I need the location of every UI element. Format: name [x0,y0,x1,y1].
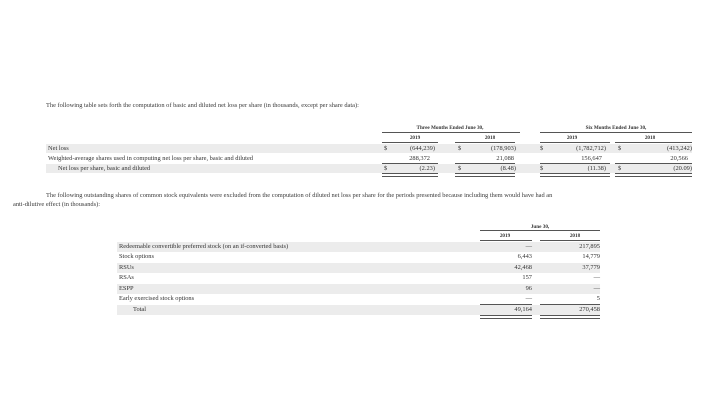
currency-symbol: $ [384,145,388,152]
table-row-label: Weighted-average shares used in computing net loss per share, basic and diluted [48,155,253,162]
year-header: 2019 [566,135,578,141]
total-row-label: Total [133,306,147,313]
total-double-rule [480,315,532,319]
year-header: 2018 [644,135,656,141]
table-cell: 156,647 [581,155,602,162]
subtotal-rule [615,163,692,164]
subtotal-rule [540,163,610,164]
table-cell: (11.38) [587,165,606,172]
year-header: 2018 [484,135,496,141]
table-cell: 49,164 [514,306,532,313]
subtotal-rule [540,304,600,305]
table-cell: (413,242) [666,145,692,152]
intro-paragraph: The following table sets forth the computation of basic and diluted net loss per share (in thousands, except per share data): [46,102,359,109]
subtotal-rule [382,163,438,164]
table-cell: (644,239) [409,145,435,152]
six-months-rule [540,132,692,133]
table-cell: — [593,285,600,292]
table-cell: (2.23) [419,165,435,172]
table-cell: (1,782,712) [576,145,606,152]
six-months-header: Six Months Ended June 30, [585,125,647,131]
header-rule [480,230,600,231]
table-cell: 14,779 [582,253,600,260]
year-rule [615,142,692,143]
table-cell: (8.48) [500,165,516,172]
currency-symbol: $ [618,145,622,152]
table-cell: 42,468 [514,264,532,271]
table-cell: 288,372 [409,155,430,162]
june-30-header: June 30, [530,224,550,230]
total-double-rule [615,173,692,177]
table-row-label: RSAs [119,274,134,281]
table-cell: 96 [525,285,532,292]
table-cell: 270,458 [579,306,600,313]
subtotal-rule [455,163,515,164]
table-row-label: Net loss [48,145,69,152]
year-header: 2019 [409,135,421,141]
year-rule [540,240,600,241]
table-row-label: Net loss per share, basic and diluted [58,165,151,172]
table-cell: 37,779 [582,264,600,271]
table-row-label: Early exercised stock options [119,295,195,302]
table-cell: 21,088 [496,155,514,162]
three-months-header: Three Months Ended June 30, [416,125,484,131]
table-row-label: Stock options [119,253,154,260]
year-header: 2019 [499,233,511,239]
year-rule [382,142,438,143]
table-cell: 217,895 [579,243,600,250]
currency-symbol: $ [540,165,544,172]
currency-symbol: $ [458,145,462,152]
year-rule [480,240,532,241]
total-double-rule [540,315,600,319]
table-cell: 20,566 [670,155,688,162]
currency-symbol: $ [540,145,544,152]
total-double-rule [455,173,515,177]
total-double-rule [382,173,438,177]
table-row-label: RSUs [119,264,134,271]
table-cell: — [525,295,532,302]
subtotal-rule [480,304,532,305]
excluded-paragraph-line2: anti-dilutive effect (in thousands): [13,201,101,208]
table-row-label: ESPP [119,285,134,292]
year-header: 2018 [569,233,581,239]
table-cell: (20.09) [673,165,692,172]
excluded-paragraph-line1: The following outstanding shares of common stock equivalents were excluded from the computation of diluted net loss per share for the periods presented because including them would have had an [46,192,553,199]
currency-symbol: $ [384,165,388,172]
currency-symbol: $ [458,165,462,172]
table-cell: 5 [596,295,600,302]
table-cell: (178,903) [490,145,516,152]
three-months-rule [382,132,520,133]
table-cell: — [525,243,532,250]
currency-symbol: $ [618,165,622,172]
table-cell: 6,443 [517,253,532,260]
table-cell: 157 [522,274,532,281]
table-row-label: Redeemable convertible preferred stock (on an if-converted basis) [119,243,289,250]
total-double-rule [540,173,610,177]
year-rule [455,142,515,143]
year-rule [540,142,610,143]
table-cell: — [593,274,600,281]
